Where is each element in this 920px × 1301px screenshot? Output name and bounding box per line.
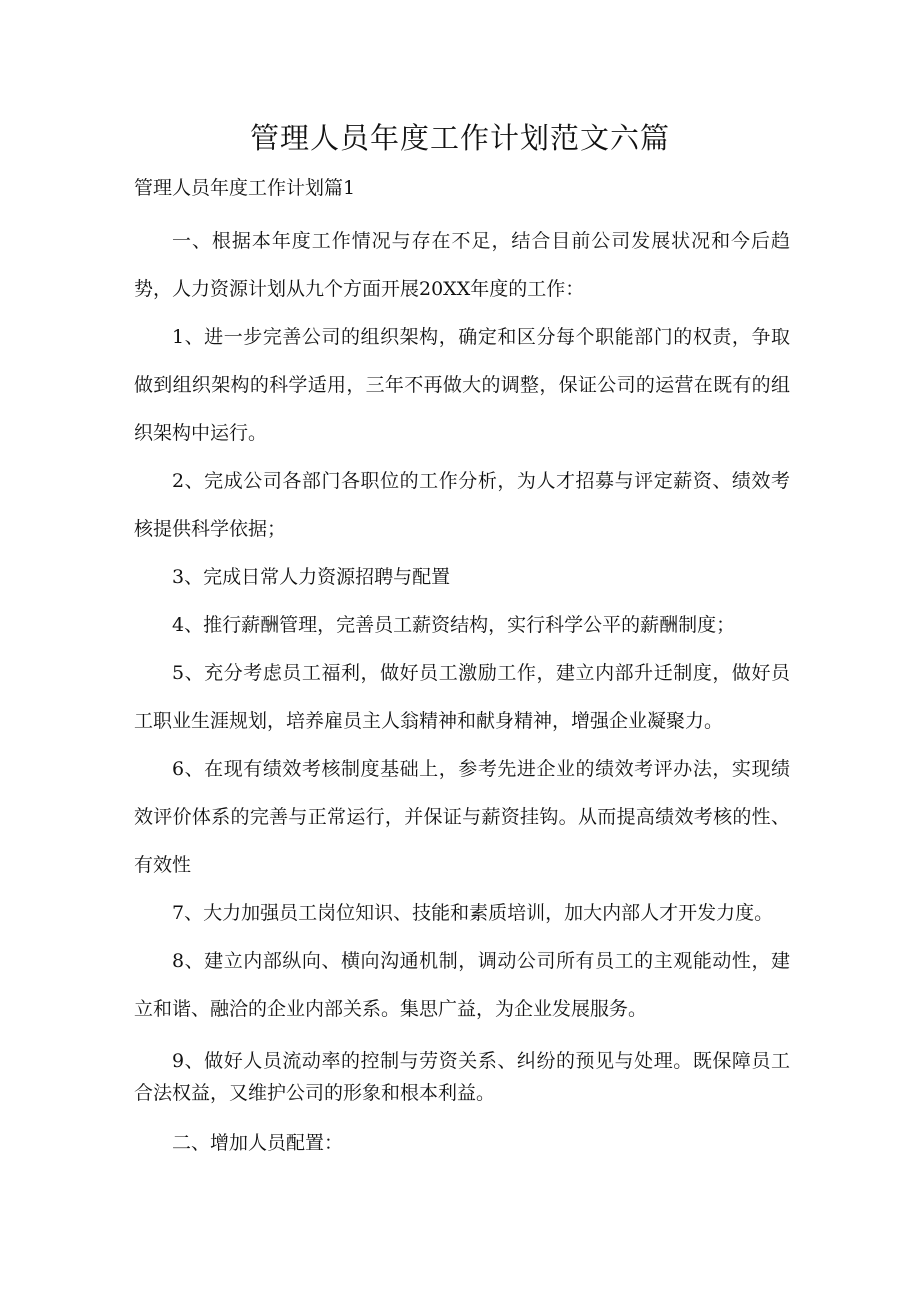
paragraph-item-3: 3、完成日常人力资源招聘与配置 — [172, 566, 451, 588]
paragraph-item-8: 8、建立内部纵向、横向沟通机制，调动公司所有员工的主观能动性，建立和谐、融洽的企业内部关系。集思广益，为企业发展服务。 — [134, 950, 790, 1020]
document-body — [134, 217, 790, 1167]
paragraph-intro: 一、根据本年度工作情况与存在不足，结合目前公司发展状况和今后趋势，人力资源计划从九个方面开展20XX年度的工作： — [134, 230, 790, 300]
paragraph-item-7: 7、大力加强员工岗位知识、技能和素质培训，加大内部人才开发力度。 — [172, 902, 774, 924]
paragraph-item-5: 5、充分考虑员工福利，做好员工激励工作，建立内部升迁制度，做好员工职业生涯规划，培养雇员主人翁精神和献身精神，增强企业凝聚力。 — [134, 662, 790, 732]
paragraph-item-9: 9、做好人员流动率的控制与劳资关系、纠纷的预见与处理。既保障员工合法权益，又维护公司的形象和根本利益。 — [134, 1050, 790, 1104]
section-heading: 管理人员年度工作计划篇1 — [134, 177, 356, 199]
paragraph-section-two: 二、增加人员配置： — [172, 1132, 344, 1154]
paragraph-item-2: 2、完成公司各部门各职位的工作分析，为人才招募与评定薪资、绩效考核提供科学依据； — [134, 470, 790, 540]
paragraph-item-4: 4、推行薪酬管理，完善员工薪资结构，实行科学公平的薪酬制度； — [172, 614, 736, 636]
paragraph-item-6: 6、在现有绩效考核制度基础上，参考先进企业的绩效考评办法，实现绩效评价体系的完善与正常运行，并保证与薪资挂钩。从而提高绩效考核的性、有效性 — [134, 758, 790, 876]
paragraph-item-1: 1、进一步完善公司的组织架构，确定和区分每个职能部门的权责，争取做到组织架构的科学适用，三年不再做大的调整，保证公司的运营在既有的组织架构中运行。 — [134, 326, 790, 444]
document-title: 管理人员年度工作计划范文六篇 — [249, 121, 670, 155]
